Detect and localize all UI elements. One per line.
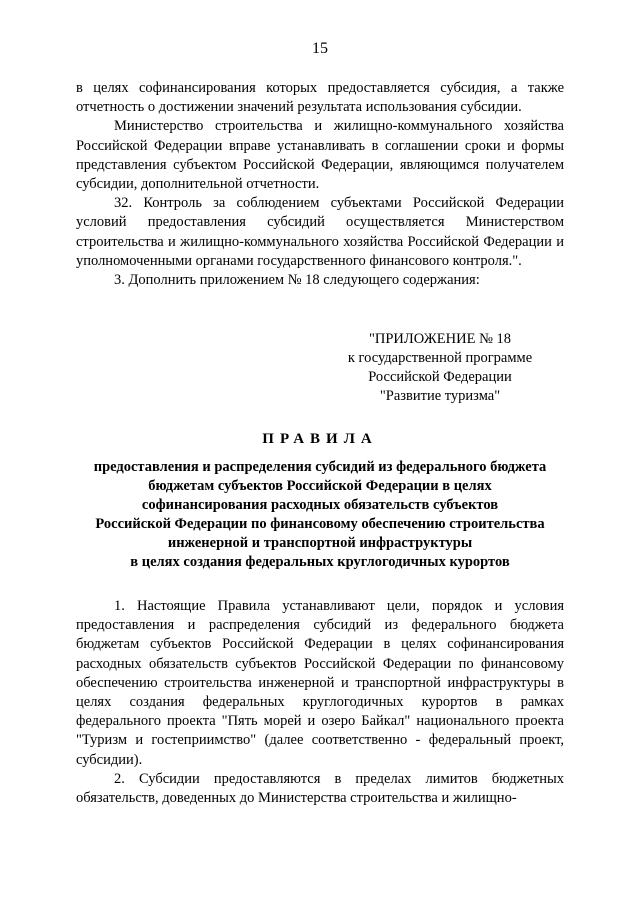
paragraph-ministry-reporting: Министерство строительства и жилищно-коммунального хозяйства Российской Федерации вправе устанавливать в соглашении сроки и формы представления субъектом Российской Федерации, являющимся получателем субсидии, дополнительной отчетности. <box>76 118 564 193</box>
page-number: 15 <box>312 40 328 57</box>
subtitle-line: предоставления и распределения субсидий из федерального бюджета <box>93 459 547 475</box>
subtitle-line: в целях создания федеральных круглогодичных курортов <box>130 554 510 570</box>
rules-subtitle <box>60 458 580 572</box>
rule-paragraph-2: 2. Субсидии предоставляются в пределах лимитов бюджетных обязательств, доведенных до Министерства строительства и жилищно- <box>76 770 564 807</box>
paragraph-continuation: в целях софинансирования которых предоставляется субсидия, а также отчетность о достижении значений результата использования субсидии. <box>76 80 564 116</box>
top-text-block <box>76 79 564 290</box>
appendix-line: к государственной программе <box>347 350 533 366</box>
subtitle-line: инженерной и транспортной инфраструктуры <box>167 535 473 551</box>
rule-paragraph-1: 1. Настоящие Правила устанавливают цели, порядок и условия предоставления и распределения субсидий из федерального бюджета бюджетам субъектов Российской Федерации в целях софинансирования расходных обязательств субъектов Российской Федерации по финансовому обеспечению строительства инженерной и транспортной инфраструктуры в целях создания федеральных круглогодичных курортов в рамках федерального проекта "Пять морей и озеро Байкал" национального проекта "Туризм и гостеприимство" (далее соответственно - федеральный проект, субсидии). <box>76 598 564 768</box>
rules-title: ПРАВИЛА <box>262 431 378 447</box>
appendix-line: "ПРИЛОЖЕНИЕ № 18 <box>368 331 512 347</box>
paragraph-control-32: 32. Контроль за соблюдением субъектами Российской Федерации условий предоставления субсидий осуществляется Министерством строительства и жилищно-коммунального хозяйства Российской Федерации и уполномоченными органами государственного финансового контроля.". <box>76 195 564 269</box>
subtitle-line: Российской Федерации по финансовому обеспечению строительства <box>95 516 545 532</box>
paragraph-supplement-3: 3. Дополнить приложением № 18 следующего содержания: <box>114 272 480 289</box>
rules-text-block <box>76 597 564 808</box>
appendix-line: "Развитие туризма" <box>379 388 501 404</box>
appendix-line: Российской Федерации <box>368 369 512 385</box>
subtitle-line: софинансирования расходных обязательств субъектов <box>141 497 499 513</box>
subtitle-line: бюджетам субъектов Российской Федерации в целях <box>148 478 492 494</box>
appendix-header <box>340 330 540 406</box>
